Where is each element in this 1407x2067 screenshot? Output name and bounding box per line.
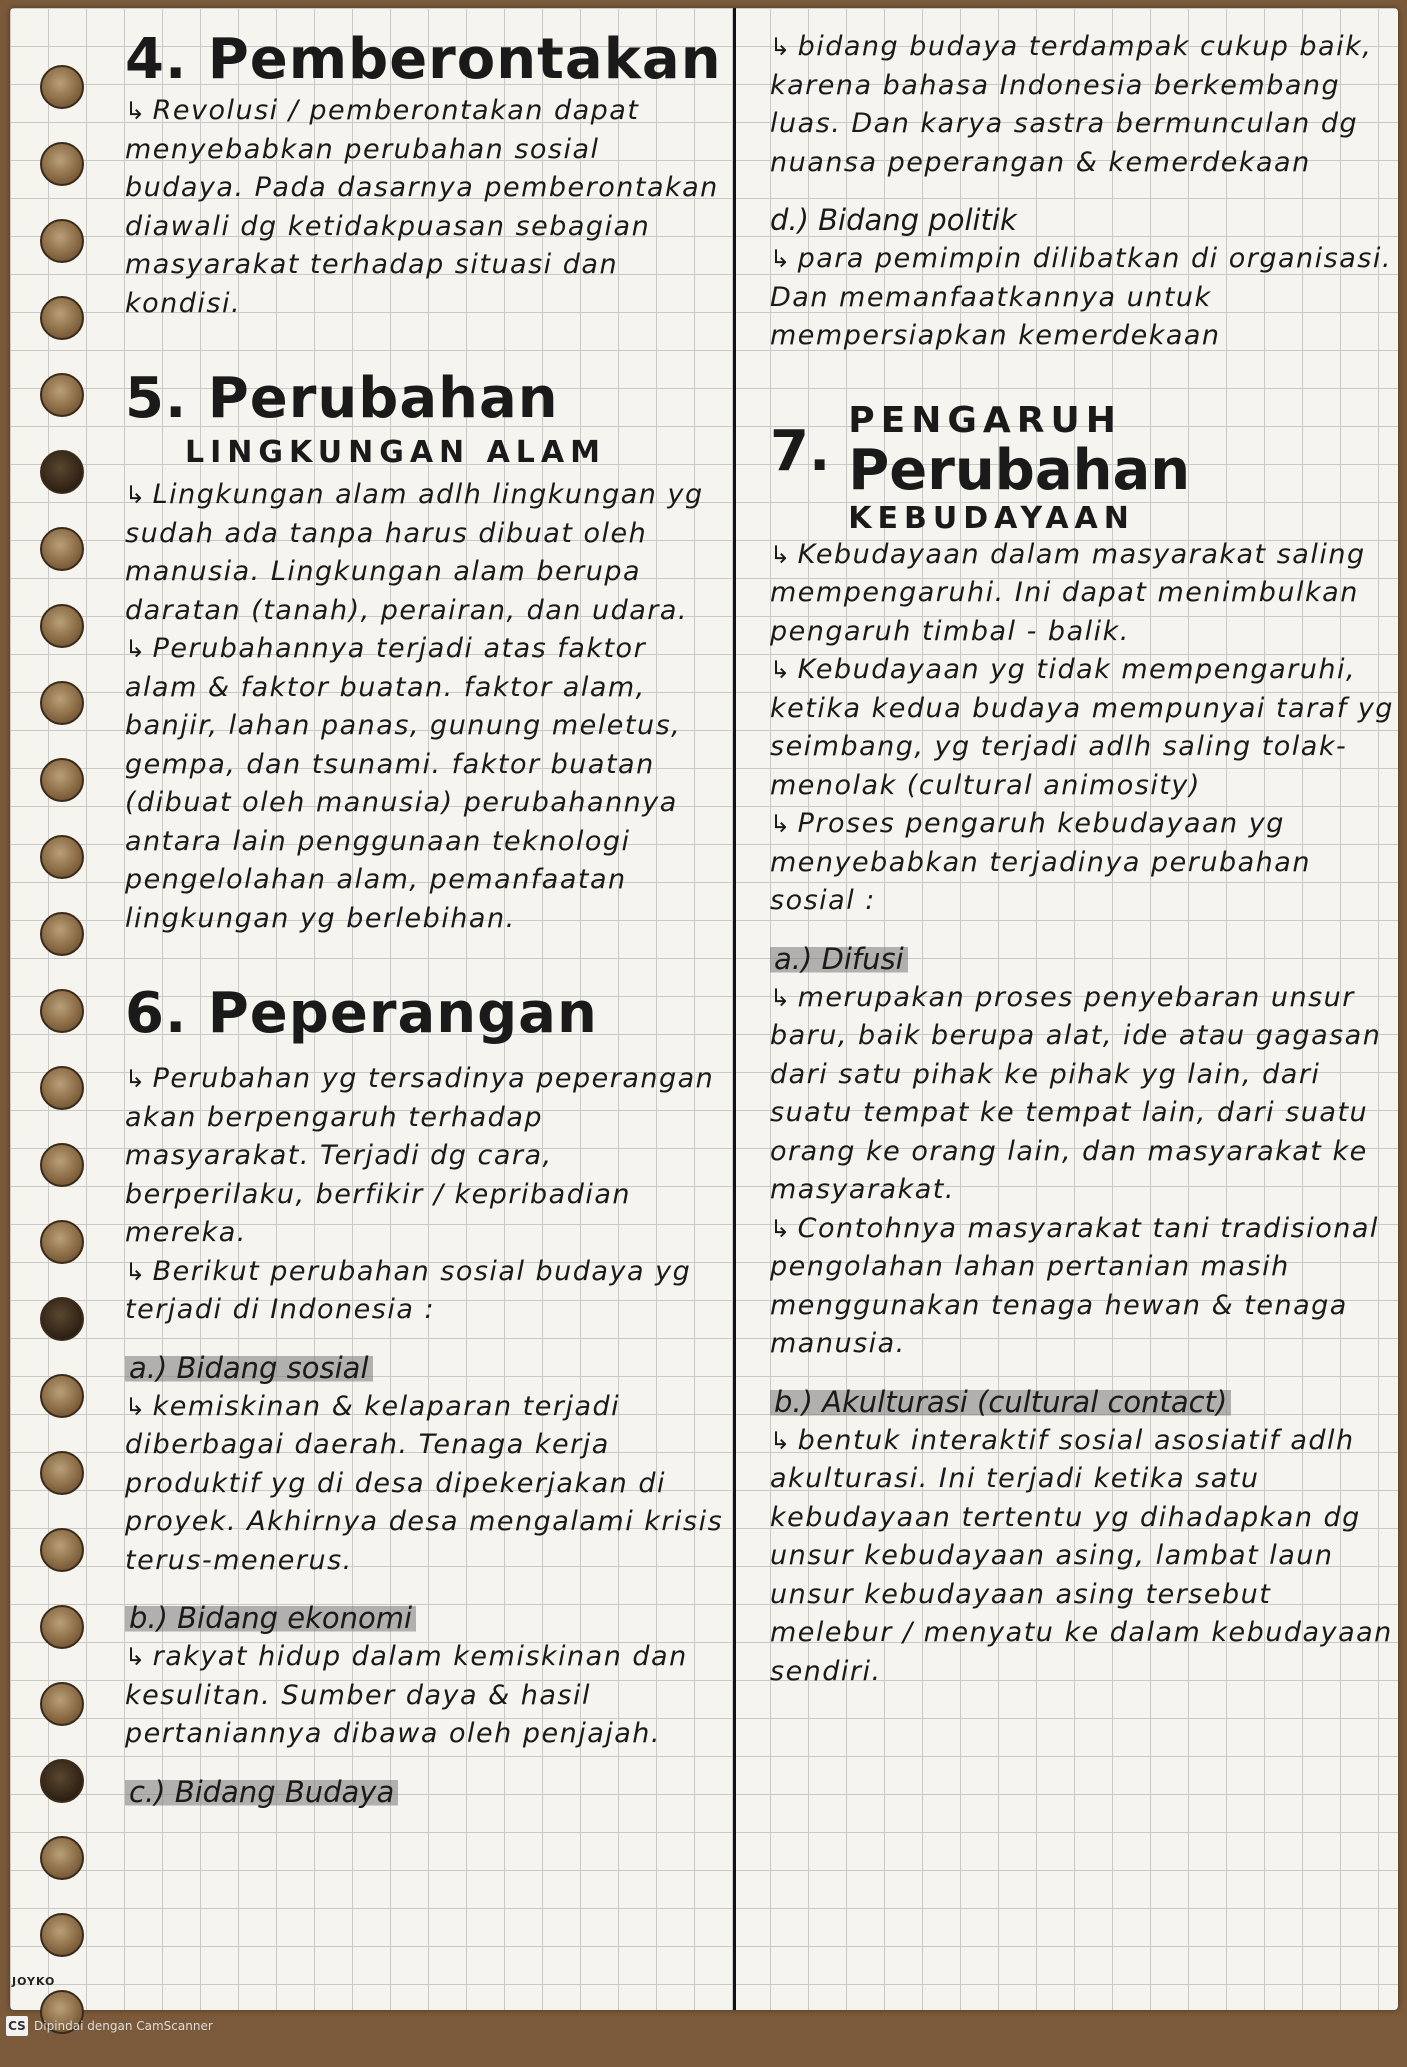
section-7-number: 7. — [770, 418, 831, 484]
scanner-text: Dipindai dengan CamScanner — [34, 2019, 213, 2033]
ring-hole — [40, 450, 84, 494]
ring-hole — [40, 1297, 84, 1341]
ring-hole — [40, 219, 84, 263]
difusi-text: ↳ merupakan proses penyebaran unsur baru, baik berupa alat, ide atau gagasan dari satu pihak ke pihak yg lain, dari suatu tempat ke tempat lain, dari suatu orang ke orang lain, dan masyarakat ke masyarakat. — [770, 981, 1382, 1205]
arrow-icon: ↳ — [770, 983, 792, 1012]
ring-hole — [40, 681, 84, 725]
section-7-text-3: ↳ Proses pengaruh kebudayaan yg menyebabkan terjadinya perubahan sosial : — [770, 808, 1311, 916]
ring-hole — [40, 1143, 84, 1187]
section-5-heading: 5. Perubahan — [125, 366, 559, 431]
bidang-budaya-text: ↳ bidang budaya terdampak cukup baik, karena bahasa Indonesia berkembang luas. Dan karya sastra bermunculan dg nuansa peperangan & kemerdekaan — [770, 31, 1373, 178]
arrow-icon: ↳ — [770, 1214, 792, 1243]
section-5 — [125, 367, 725, 938]
ring-hole — [40, 758, 84, 802]
section-5-subheading: LINGKUNGAN ALAM — [185, 435, 606, 470]
notebook-brand: JOYKO — [12, 1975, 56, 1988]
section-5-text-1: ↳ Lingkungan alam adlh lingkungan yg sudah ada tanpa harus dibuat oleh manusia. Lingkungan alam berupa daratan (tanah), perairan, dan udara. — [125, 479, 704, 626]
arrow-icon: ↳ — [125, 635, 147, 663]
right-column — [770, 28, 1395, 1691]
difusi-example: ↳ Contohnya masyarakat tani tradisional pengolahan lahan pertanian masih menggunakan tenaga hewan & tenaga manusia. — [770, 1212, 1379, 1359]
ring-hole — [40, 1605, 84, 1649]
ring-hole — [40, 296, 84, 340]
ring-hole — [40, 912, 84, 956]
section-7-text-1: ↳ Kebudayaan dalam masyarakat saling mempengaruhi. Ini dapat menimbulkan pengaruh timbal - balik. — [770, 538, 1366, 647]
section-6-heading: 6. Peperangan — [125, 981, 598, 1046]
bidang-ekonomi-label: b.) Bidang ekonomi — [125, 1598, 725, 1638]
ring-hole — [40, 1451, 84, 1495]
bidang-budaya-label: c.) Bidang Budaya — [125, 1772, 725, 1812]
arrow-icon: ↳ — [770, 1426, 792, 1455]
arrow-icon: ↳ — [125, 1392, 147, 1421]
column-divider — [733, 8, 736, 2010]
ring-hole — [40, 527, 84, 571]
ring-hole — [40, 1528, 84, 1572]
arrow-icon: ↳ — [770, 245, 792, 273]
bidang-politik-text: ↳ para pemimpin dilibatkan di organisasi. Dan memanfaatkannya untuk mempersiapkan kemerdekaan — [770, 243, 1392, 351]
section-5-text-2: ↳ Perubahannya terjadi atas faktor alam & faktor buatan. faktor alam, banjir, lahan panas, gunung meletus, gempa, dan tsunami. faktor buatan (dibuat oleh manusia) perubahannya antara lain penggunaan teknologi pengelolahan alam, pemanfaatan lingkungan yg berlebihan. — [125, 633, 682, 934]
bidang-ekonomi-text: ↳ rakyat hidup dalam kemiskinan dan kesulitan. Sumber daya & hasil pertaniannya dibawa oleh penjajah. — [125, 1641, 688, 1749]
camscanner-icon: CS — [6, 2016, 28, 2036]
ring-hole — [40, 1374, 84, 1418]
ring-hole — [40, 835, 84, 879]
section-7-heading-main: Perubahan — [848, 437, 1191, 503]
section-7-heading-bottom: KEBUDAYAAN — [848, 500, 1135, 536]
left-column — [125, 28, 725, 1812]
ring-hole — [40, 142, 84, 186]
arrow-icon: ↳ — [125, 1643, 147, 1671]
ring-hole — [40, 373, 84, 417]
arrow-icon: ↳ — [125, 481, 147, 509]
section-4-text: ↳ Revolusi / pemberontakan dapat menyebabkan perubahan sosial budaya. Pada dasarnya pemberontakan diawali dg ketidakpuasan sebagian masyarakat terhadap situasi dan kondisi. — [125, 95, 719, 319]
section-6-text-2: ↳ Berikut perubahan sosial budaya yg terjadi di Indonesia : — [125, 1255, 692, 1325]
akulturasi-label: b.) Akulturasi (cultural contact) — [770, 1382, 1395, 1422]
ring-hole — [40, 1682, 84, 1726]
ring-hole — [40, 65, 84, 109]
ring-hole — [40, 604, 84, 648]
ring-hole — [40, 1066, 84, 1110]
arrow-icon: ↳ — [770, 810, 792, 838]
bidang-sosial-text: ↳ kemiskinan & kelaparan terjadi diberbagai daerah. Tenaga kerja produktif yg di desa dipekerjakan di proyek. Akhirnya desa mengalami krisis terus-menerus. — [125, 1390, 724, 1576]
section-4 — [125, 28, 725, 323]
spiral-holes — [40, 65, 100, 2067]
section-7 — [770, 400, 1395, 1692]
ring-hole — [40, 1913, 84, 1957]
scanner-watermark — [6, 2016, 213, 2036]
bidang-politik-label: d.) Bidang politik — [770, 203, 1017, 237]
arrow-icon: ↳ — [770, 656, 792, 684]
section-7-heading-top: PENGARUH — [848, 399, 1122, 441]
section-6-text-1: ↳ Perubahan yg tersadinya peperangan akan berpengaruh terhadap masyarakat. Terjadi dg cara, berperilaku, berfikir / kepribadian mereka. — [125, 1063, 715, 1248]
arrow-icon: ↳ — [125, 1257, 147, 1286]
ring-hole — [40, 1220, 84, 1264]
ring-hole — [40, 1836, 84, 1880]
section-6 — [125, 982, 725, 1812]
difusi-label: a.) Difusi — [770, 939, 1395, 979]
ring-hole — [40, 989, 84, 1033]
akulturasi-text: ↳ bentuk interaktif sosial asosiatif adlh akulturasi. Ini terjadi ketika satu kebudayaan tertentu yg dihadapkan dg unsur kebudayaan asing, lambat laun unsur kebudayaan asing tersebut melebur / menyatu ke dalam kebudayaan sendiri. — [770, 1424, 1393, 1687]
arrow-icon: ↳ — [125, 97, 147, 125]
section-4-heading: 4. Pemberontakan — [125, 27, 722, 92]
section-7-heading — [770, 400, 1395, 536]
arrow-icon: ↳ — [770, 33, 792, 61]
ring-hole — [40, 1759, 84, 1803]
arrow-icon: ↳ — [125, 1065, 147, 1093]
section-7-text-2: ↳ Kebudayaan yg tidak mempengaruhi, ketika kedua budaya mempunyai taraf yg seimbang, yg terjadi adlh saling tolak-menolak (cultural animosity) — [770, 654, 1394, 801]
bidang-sosial-label: a.) Bidang sosial — [125, 1348, 725, 1388]
arrow-icon: ↳ — [770, 540, 792, 569]
